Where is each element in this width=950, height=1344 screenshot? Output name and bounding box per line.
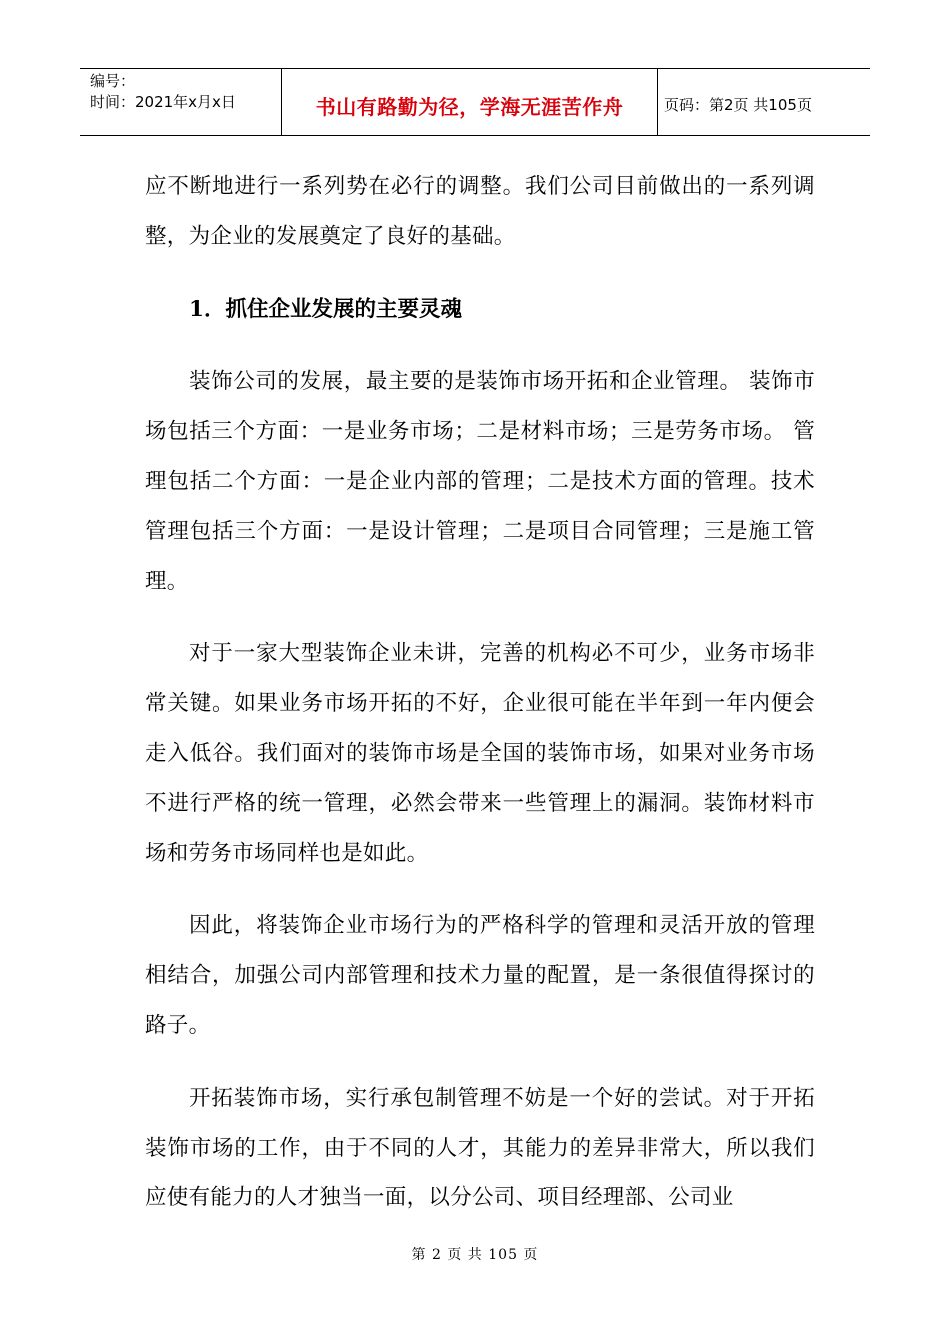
- document-date-label: 时间：2021年x月x日: [90, 93, 236, 111]
- header-motto-cell: [282, 69, 658, 135]
- header-meta-cell: [80, 69, 282, 135]
- header-page-cell: [658, 69, 870, 135]
- header-motto: 书山有路勤为径，学海无涯苦作舟: [315, 94, 624, 119]
- body-paragraph-1: 装饰公司的发展，最主要的是装饰市场开拓和企业管理。 装饰市场包括三个方面：一是业务市场；二是材料市场；三是劳务市场。 管理包括二个方面：一是企业内部的管理；二是技术方面的管理。技术管理包括三个方面：一是设计管理；二是项目合同管理；三是施工管理。: [145, 369, 815, 594]
- document-header: [80, 68, 870, 136]
- section-heading: 1．抓住企业发展的主要灵魂: [189, 296, 462, 322]
- page-footer: [0, 1244, 950, 1264]
- continuation-paragraph: 应不断地进行一系列势在必行的调整。我们公司目前做出的一系列调整，为企业的发展奠定了良好的基础。: [145, 174, 815, 249]
- header-page-info: 页码：第2页 共105页: [664, 95, 812, 114]
- body-paragraph-3: 因此，将装饰企业市场行为的严格科学的管理和灵活开放的管理相结合，加强公司内部管理和技术力量的配置，是一条很值得探讨的路子。: [145, 913, 815, 1038]
- body-paragraph-4: 开拓装饰市场，实行承包制管理不妨是一个好的尝试。对于开拓装饰市场的工作，由于不同的人才，其能力的差异非常大，所以我们应使有能力的人才独当一面，以分公司、项目经理部、公司业: [145, 1085, 815, 1211]
- body-paragraph-2: 对于一家大型装饰企业未讲，完善的机构必不可少，业务市场非常关键。如果业务市场开拓的不好，企业很可能在半年到一年内便会走入低谷。我们面对的装饰市场是全国的装饰市场，如果对业务市场不进行严格的统一管理，必然会带来一些管理上的漏洞。装饰材料市场和劳务市场同样也是如此。: [145, 641, 815, 866]
- document-body: [145, 162, 815, 1246]
- document-number-label: 编号：: [90, 72, 136, 90]
- footer-page-number: 第 2 页 共 105 页: [411, 1247, 539, 1263]
